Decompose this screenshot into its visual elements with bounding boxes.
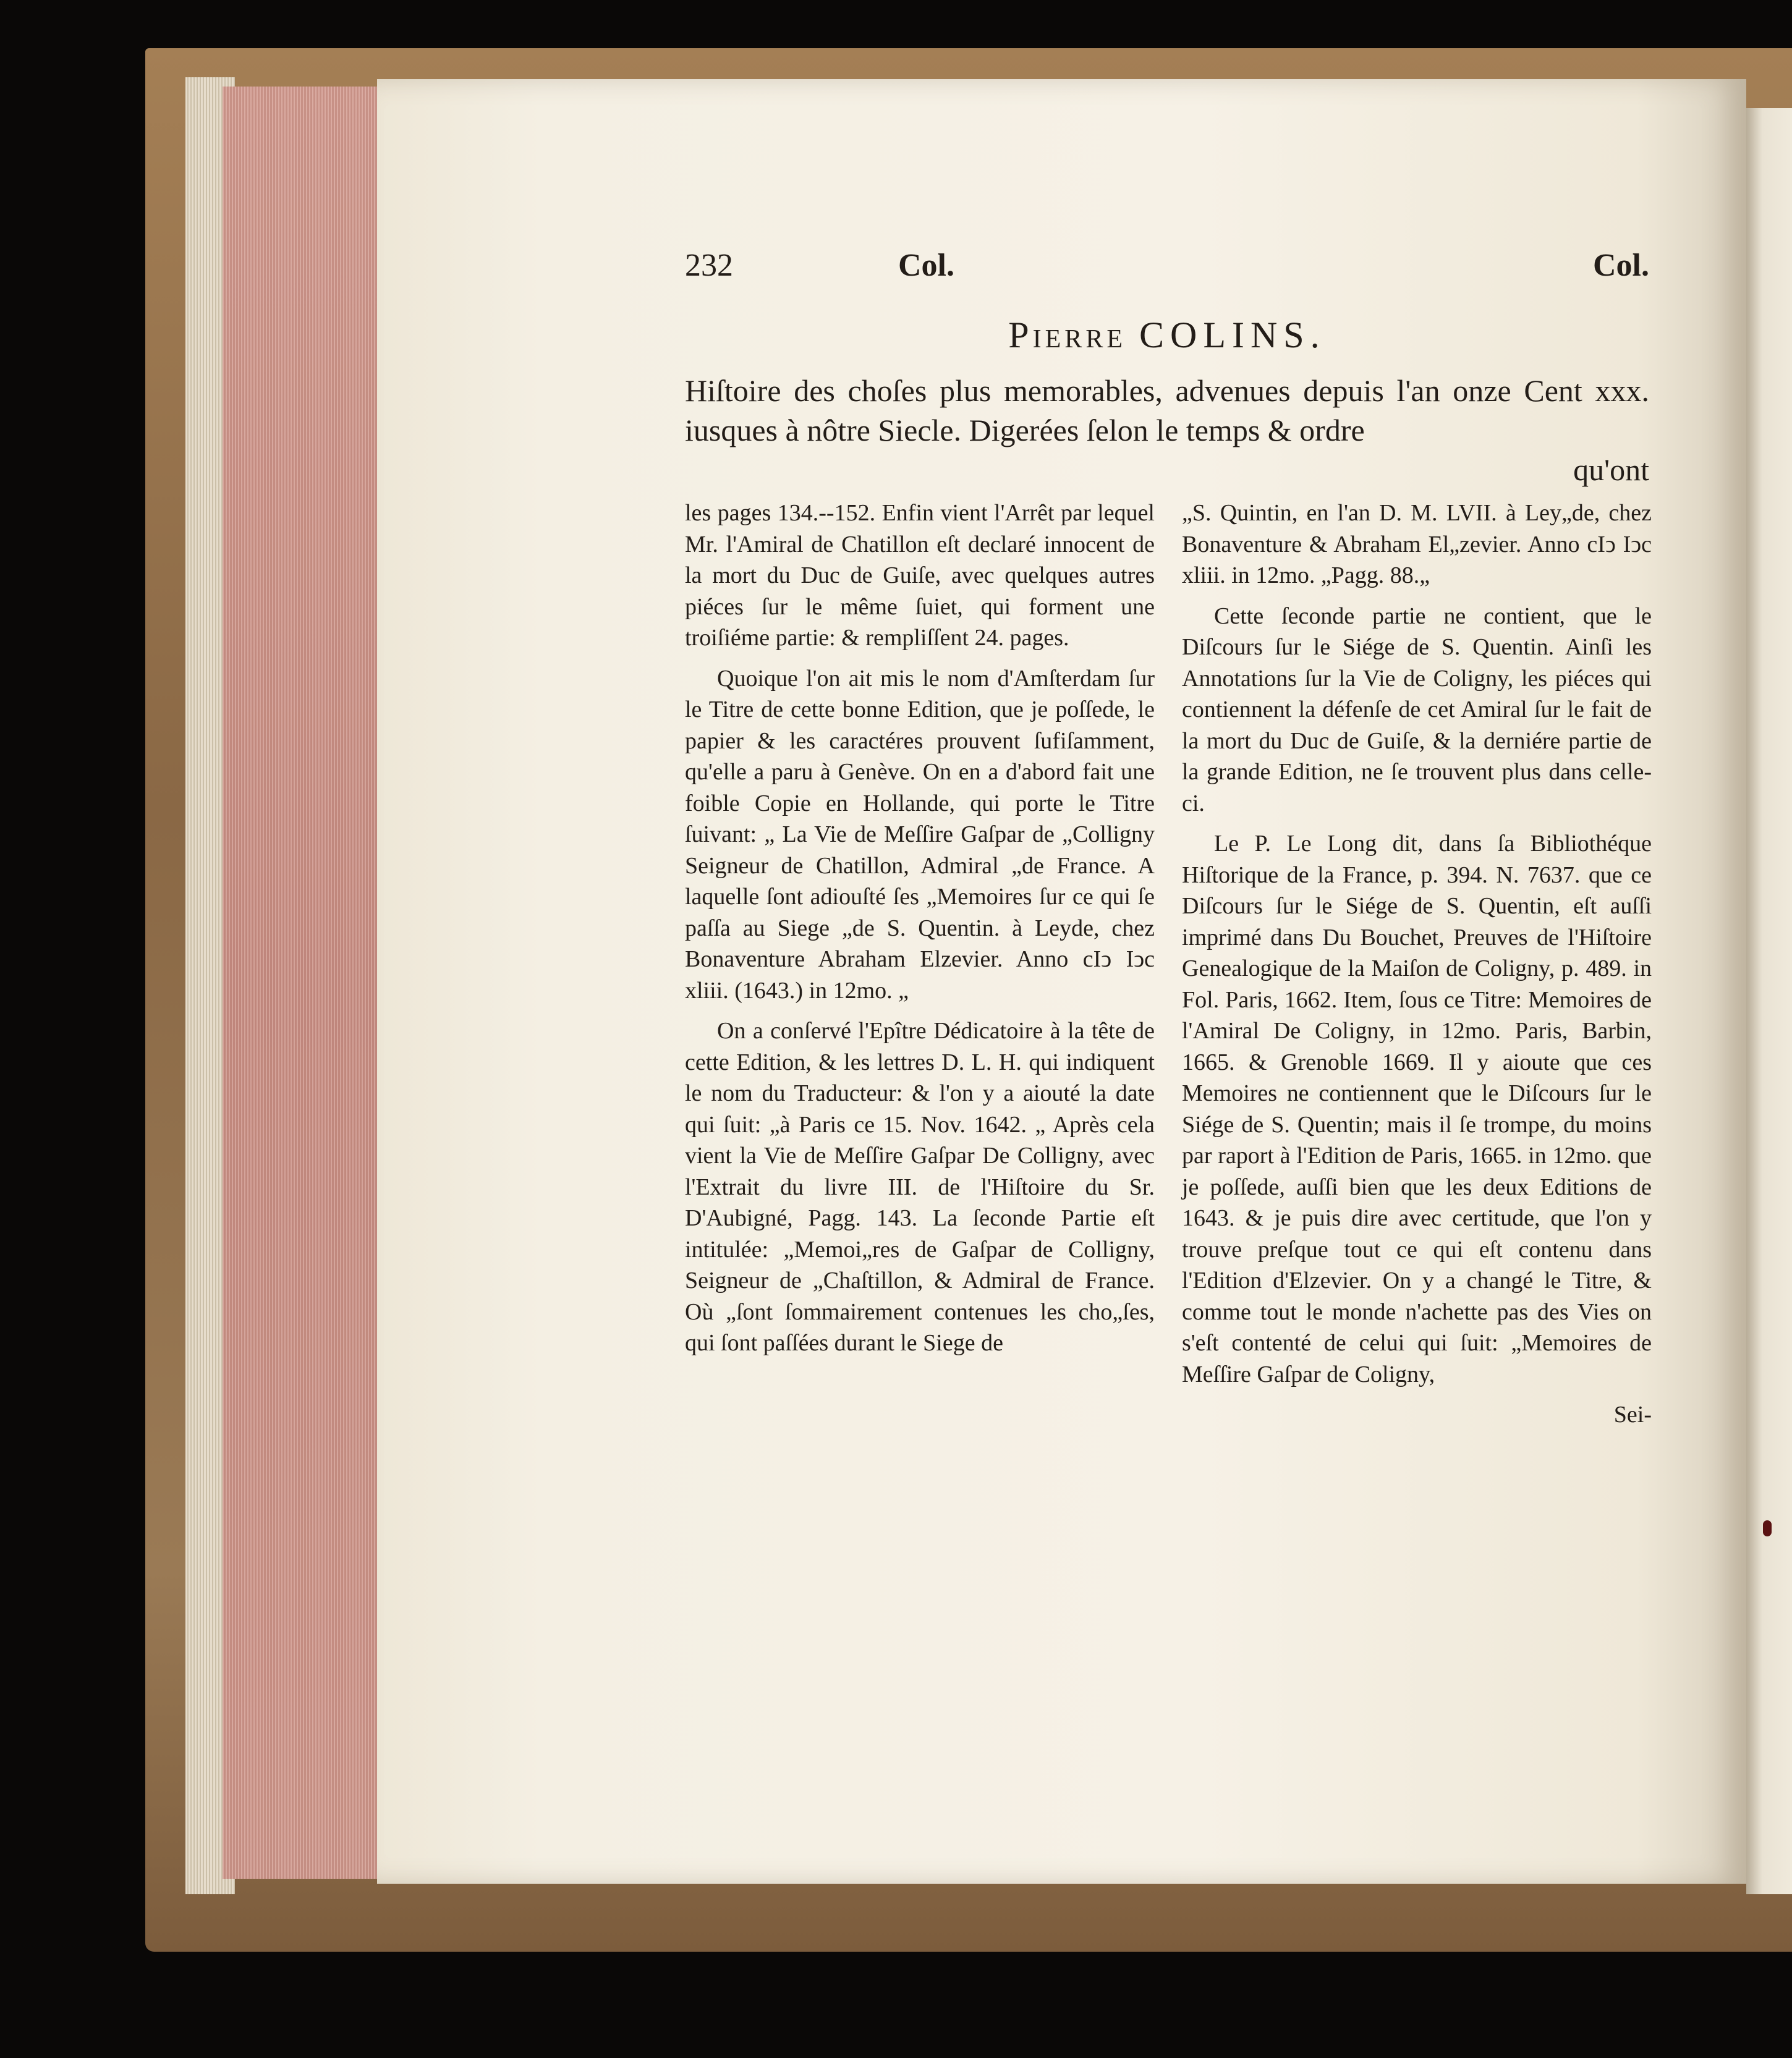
paragraph: Quoique l'on ait mis le nom d'Amſterdam ſur le Titre de cette bonne Edition, que je poſſede, le papier & les caractéres prouvent ſufiſamment, qu'elle a paru à Genève. On en a d'abord fait une foible Copie en Hollande, qui porte le Titre ſuivant: „ La Vie de Meſſire Gaſpar de „Colligny Seigneur de Chatillon, Admiral „de France. A laquelle ſont adiouſté ſes „Memoires ſur ce qui ſe paſſa au Siege „de S. Quentin. à Leyde, chez Bonaventure Abraham Elzevier. Anno cIↄ Iↄc xliii. (1643.) in 12mo. „: [685, 665, 1155, 1004]
author-first-name: Pierre: [1008, 315, 1126, 355]
ink-mark: [1763, 1520, 1772, 1536]
title-line-end: qu'ont: [1573, 452, 1649, 487]
running-head-left: Col.: [898, 248, 954, 283]
catchword: Sei-: [1613, 1402, 1652, 1428]
left-column: [685, 498, 1155, 1368]
page-number: 232: [685, 248, 733, 283]
running-head-right: Col.: [1593, 248, 1649, 283]
book-title: [685, 371, 1649, 489]
paragraph: „S. Quintin, en l'an D. M. LVII. à Ley„de, chez Bonaventure & Abraham El„zevier. Anno cIↄ Iↄc xliii. in 12mo. „Pagg. 88.„: [1182, 500, 1652, 588]
red-page-edges: [223, 87, 380, 1879]
page-header: [685, 247, 1649, 290]
author-last-name: COLINS.: [1139, 315, 1326, 355]
facing-page-edge: [1746, 108, 1792, 1894]
right-column: [1182, 498, 1652, 1440]
paragraph: les pages 134.--152. Enfin vient l'Arrêt par lequel Mr. l'Amiral de Chatillon eſt declaré innocent de la mort du Duc de Guiſe, avec quelques autres piéces ſur le même ſuiet, qui forment une troiſiéme partie: & rempliſſent 24. pages.: [685, 500, 1155, 651]
title-line: Hiſtoire des choſes plus memorables, advenues depuis l'an onze Cent xxx. iusques à nôtre Siecle. Digerées ſelon le temps & ordre: [685, 373, 1649, 447]
paragraph: Le P. Le Long dit, dans ſa Bibliothéque Hiſtorique de la France, p. 394. N. 7637. que ce Diſcours ſur le Siége de S. Quentin, eſt auſſi imprimé dans Du Bouchet, Preuves de l'Hiſtoire Genealogique de la Maiſon de Coligny, p. 489. in Fol. Paris, 1662. Item, ſous ce Titre: Memoires de l'Amiral De Coligny, in 12mo. Paris, Barbin, 1665. & Grenoble 1669. Il y aioute que ces Memoires ne contiennent que le Diſcours ſur le Siége de S. Quentin; mais il ſe trompe, du moins par raport à l'Edition de Paris, 1665. in 12mo. que je poſſede, auſſi bien que les deux Editions de 1643. & je puis dire avec certitude, que l'on y trouve preſque tout ce qui eſt contenu dans l'Edition d'Elzevier. On y a changé le Titre, & comme tout le monde n'achette pas des Vies on s'eſt contenté de celui qui ſuit: „Memoires de Meſſire Gaſpar de Coligny,: [1182, 831, 1652, 1387]
author-heading: [685, 314, 1649, 357]
paragraph: Cette ſeconde partie ne contient, que le Diſcours ſur le Siége de S. Quentin. Ainſi les Annotations ſur la Vie de Coligny, les piéces qui contiennent la défenſe de cet Amiral ſur le fait de la mort du Duc de Guiſe, & la derniére partie de la grande Edition, ne ſe trouvent plus dans celle-ci.: [1182, 603, 1652, 816]
paragraph: On a conſervé l'Epître Dédicatoire à la tête de cette Edition, & les lettres D. L. H. qui indiquent le nom du Traducteur: & l'on y a aiouté la date qui ſuit: „à Paris ce 15. Nov. 1642. „ Après cela vient la Vie de Meſſire Gaſpar De Colligny, avec l'Extrait du livre III. de l'Hiſtoire du Sr. D'Aubigné, Pagg. 143. La ſeconde Partie eſt intitulée: „Memoi„res de Gaſpar de Colligny, Seigneur de „Chaſtillon, & Admiral de France. Où „ſont ſommairement contenues les cho„ſes, qui ſont paſſées durant le Siege de: [685, 1018, 1155, 1356]
